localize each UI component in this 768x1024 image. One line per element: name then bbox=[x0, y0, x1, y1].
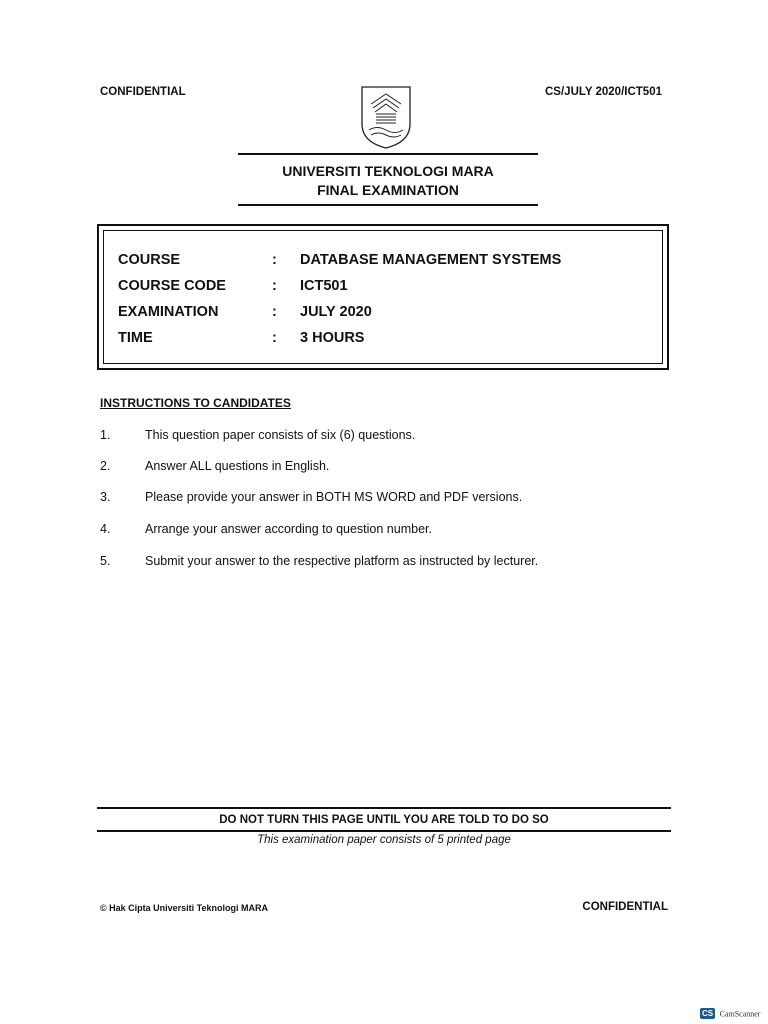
detail-separator: : bbox=[272, 304, 277, 320]
instruction-text: Submit your answer to the respective platform as instructed by lecturer. bbox=[145, 554, 539, 568]
detail-label: COURSE bbox=[118, 252, 181, 268]
course-details-box bbox=[97, 224, 669, 370]
instructions-title: INSTRUCTIONS TO CANDIDATES bbox=[100, 396, 291, 410]
header-paper-code: CS/JULY 2020/ICT501 bbox=[545, 86, 662, 98]
instruction-number: 5. bbox=[100, 554, 111, 568]
instruction-text: Arrange your answer according to question number. bbox=[145, 522, 432, 536]
footer-confidential: CONFIDENTIAL bbox=[582, 901, 668, 913]
detail-label: TIME bbox=[118, 330, 153, 346]
instruction-number: 1. bbox=[100, 428, 111, 442]
instruction-text: This question paper consists of six (6) questions. bbox=[145, 428, 416, 442]
detail-label: COURSE CODE bbox=[118, 278, 226, 294]
camscanner-icon: CS bbox=[702, 1009, 714, 1019]
instruction-text: Please provide your answer in BOTH MS WORD and PDF versions. bbox=[145, 490, 523, 504]
instruction-number: 4. bbox=[100, 522, 111, 536]
header-confidential: CONFIDENTIAL bbox=[100, 86, 186, 98]
detail-value: JULY 2020 bbox=[300, 304, 372, 320]
detail-separator: : bbox=[272, 330, 277, 346]
detail-separator: : bbox=[272, 252, 277, 268]
title-top-rule bbox=[238, 153, 538, 155]
university-name: UNIVERSITI TEKNOLOGI MARA bbox=[282, 163, 494, 179]
instruction-text: Answer ALL questions in English. bbox=[145, 459, 330, 473]
detail-separator: : bbox=[272, 278, 277, 294]
title-bottom-rule bbox=[238, 204, 538, 206]
detail-label: EXAMINATION bbox=[118, 304, 219, 320]
copyright-notice: © Hak Cipta Universiti Teknologi MARA bbox=[100, 903, 268, 913]
exam-title: FINAL EXAMINATION bbox=[317, 182, 459, 198]
do-not-turn-notice: DO NOT TURN THIS PAGE UNTIL YOU ARE TOLD TO DO SO bbox=[219, 814, 549, 826]
page-count-note: This examination paper consists of 5 printed page bbox=[257, 834, 511, 846]
notice-bottom-rule bbox=[97, 830, 671, 832]
camscanner-label: CamScanner bbox=[719, 1009, 761, 1019]
detail-value: 3 HOURS bbox=[300, 330, 365, 346]
detail-value: DATABASE MANAGEMENT SYSTEMS bbox=[300, 252, 562, 268]
instruction-number: 2. bbox=[100, 459, 111, 473]
notice-top-rule bbox=[97, 807, 671, 809]
instruction-number: 3. bbox=[100, 490, 111, 504]
camscanner-watermark bbox=[700, 1005, 760, 1019]
detail-value: ICT501 bbox=[300, 278, 348, 294]
university-crest-logo bbox=[359, 84, 413, 150]
